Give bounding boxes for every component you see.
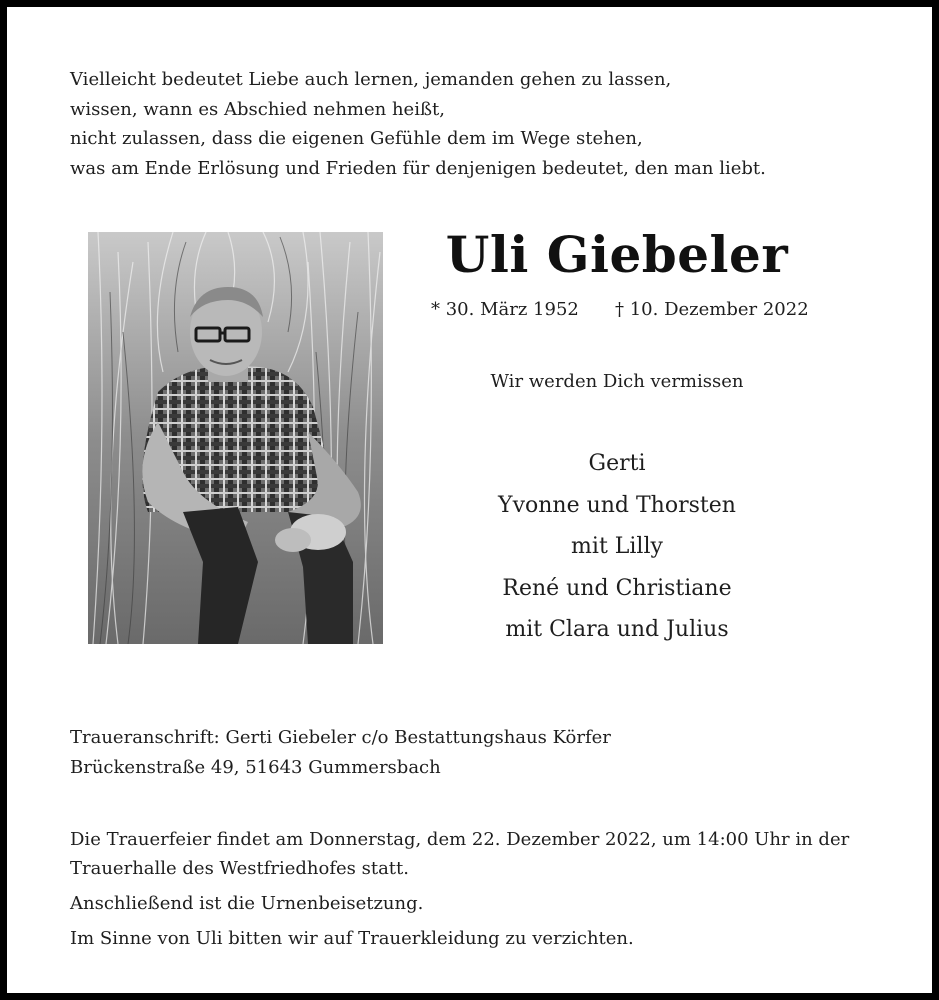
family-member: Yvonne und Thorsten: [498, 492, 736, 518]
deceased-name: Uli Giebeler: [445, 225, 789, 284]
ceremony-line: Anschließend ist die Urnenbeisetzung.: [70, 893, 424, 914]
poem-line: was am Ende Erlösung und Frieden für denjenigen bedeutet, den man liebt.: [70, 157, 766, 179]
poem-line: wissen, wann es Abschied nehmen heißt,: [70, 98, 445, 120]
family-member: René und Christiane: [502, 575, 732, 601]
mourning-address: [70, 723, 611, 783]
family-member: mit Lilly: [571, 534, 663, 559]
family-member: Gerti: [588, 451, 646, 476]
ceremony-line: Trauerhalle des Westfriedhofes statt.: [70, 858, 409, 879]
address-line: Brückenstraße 49, 51643 Gummersbach: [70, 757, 441, 778]
death-date: † 10. Dezember 2022: [615, 299, 809, 320]
family-list: [427, 443, 807, 651]
poem-line: Vielleicht bedeutet Liebe auch lernen, jemanden gehen zu lassen,: [70, 69, 672, 90]
poem-line: nicht zulassen, dass die eigenen Gefühle dem im Wege stehen,: [70, 128, 643, 149]
family-member: mit Clara und Julius: [505, 617, 729, 642]
poem: [70, 65, 860, 183]
birth-date: * 30. März 1952: [431, 299, 579, 320]
ceremony-info: [70, 825, 882, 953]
farewell-message: Wir werden Dich vermissen: [490, 371, 744, 392]
ceremony-line: Im Sinne von Uli bitten wir auf Trauerkleidung zu verzichten.: [70, 928, 634, 949]
address-line: Traueranschrift: Gerti Giebeler c/o Bestattungshaus Körfer: [70, 727, 611, 748]
portrait-photo: [88, 232, 383, 644]
ceremony-line: Die Trauerfeier findet am Donnerstag, dem 22. Dezember 2022, um 14:00 Uhr in der: [70, 829, 850, 850]
